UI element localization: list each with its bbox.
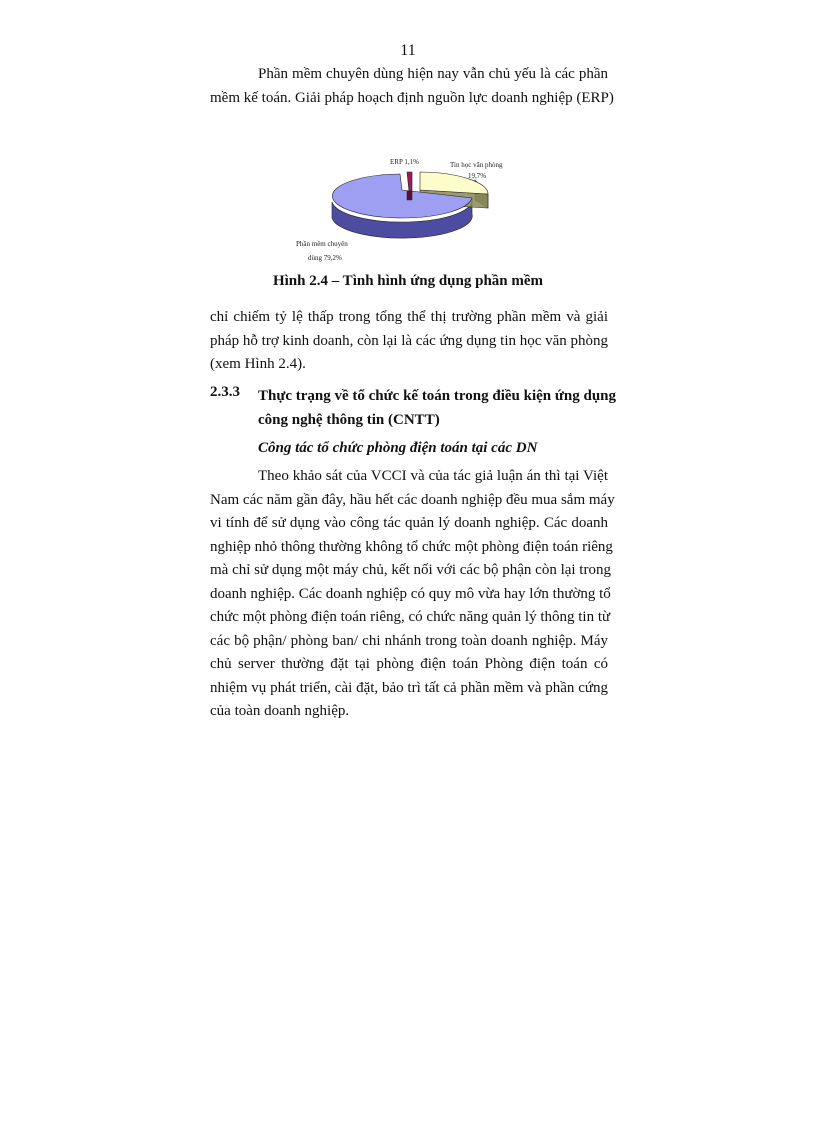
label-erp: ERP 1,1%	[390, 158, 419, 166]
main-line: doanh nghiệp. Các doanh nghiệp có quy mô vừa hay lớn thường tổ	[210, 585, 611, 602]
section-title-line: Thực trạng về tổ chức kế toán trong điều kiện ứng dụng	[258, 388, 617, 404]
pie-slice-erp-side	[407, 191, 412, 200]
main-line: chủ server thường đặt tại phòng điện toán Phòng điện toán có	[210, 656, 608, 672]
pie-chart	[290, 150, 550, 270]
section-title-line: công nghệ thông tin (CNTT)	[258, 412, 440, 428]
label-specialized-1: Phần mềm chuyên	[296, 240, 348, 248]
pie-slice-erp	[407, 172, 412, 191]
figure-caption: Hình 2.4 – Tình hình ứng dụng phần mềm	[272, 273, 544, 289]
main-line: nghiệp nhỏ thông thường không tổ chức một phòng điện toán riêng	[210, 538, 613, 555]
intro-paragraph	[210, 63, 614, 110]
label-office-2: 19,7%	[468, 172, 487, 180]
intro-line: mềm kế toán. Giải pháp hoạch định nguồn lực doanh nghiệp (ERP)	[210, 89, 614, 106]
main-line: Theo khảo sát của VCCI và của tác giả luận án thì tại Việt	[258, 468, 608, 484]
main-paragraph	[210, 465, 615, 724]
body-line: (xem Hình 2.4).	[210, 356, 306, 372]
body-line: pháp hỗ trợ kinh doanh, còn lại là các ứng dụng tin học văn phòng	[210, 332, 609, 349]
main-line: của toàn doanh nghiệp.	[210, 703, 350, 719]
section-title	[258, 384, 617, 432]
main-line: các bộ phận/ phòng ban/ chi nhánh trong toàn doanh nghiệp. Máy	[210, 632, 608, 649]
pie-chart-svg	[290, 150, 550, 270]
post-figure-paragraph	[210, 306, 608, 377]
body-line: chỉ chiếm tỷ lệ thấp trong tổng thể thị trường phần mềm và giải	[210, 309, 608, 325]
main-line: mà chỉ sử dụng một máy chủ, kết nối với các bộ phận còn lại trong	[210, 562, 611, 578]
intro-line: Phần mềm chuyên dùng hiện nay vẫn chủ yếu là các phần	[258, 66, 608, 82]
main-line: chức một phòng điện toán riêng, có chức năng quản lý thông tin từ	[210, 609, 611, 625]
main-line: vi tính để sử dụng vào công tác quản lý doanh nghiệp. Các doanh	[210, 515, 608, 531]
section-number: 2.3.3	[210, 384, 240, 400]
label-office-1: Tin học văn phòng	[450, 161, 503, 169]
main-line: nhiệm vụ phát triển, cài đặt, bảo trì tất cả phần mềm và phần cứng	[210, 679, 608, 696]
page-number: 11	[400, 42, 416, 59]
subheading: Công tác tổ chức phòng điện toán tại các DN	[258, 440, 538, 456]
label-specialized-2: dùng 79,2%	[308, 254, 342, 262]
main-line: Nam các năm gần đây, hầu hết các doanh nghiệp đều mua sắm máy	[210, 491, 615, 508]
